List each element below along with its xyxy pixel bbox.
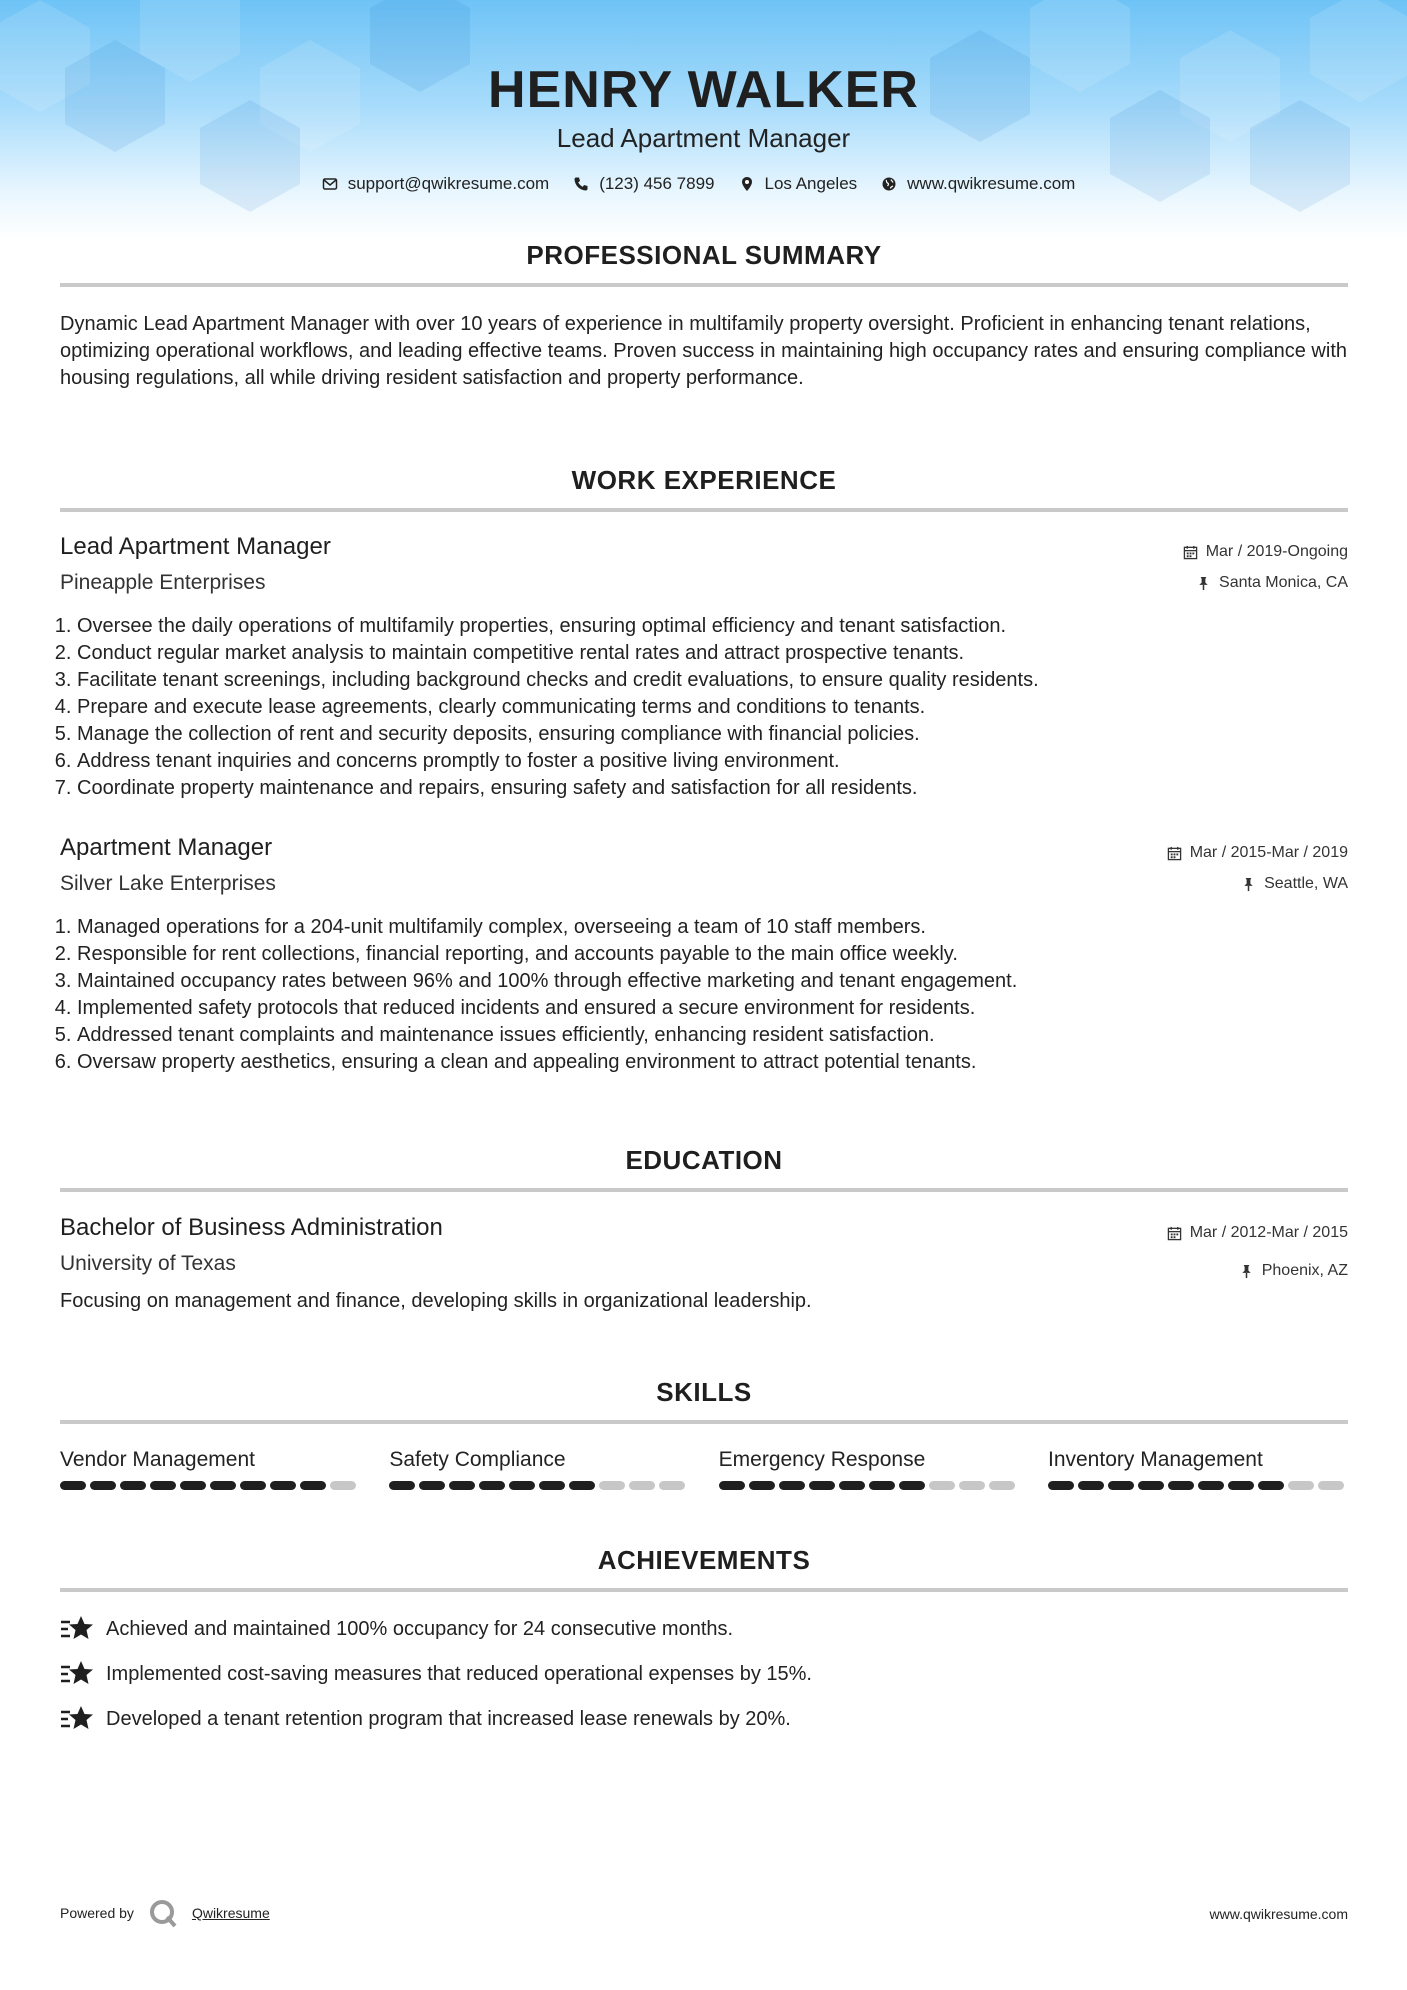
skill-segment-filled: [419, 1481, 445, 1490]
skill-segment-filled: [1258, 1481, 1284, 1490]
pushpin-icon: [1241, 877, 1256, 892]
job-location-text: Seattle, WA: [1264, 875, 1348, 892]
achievement-item: [60, 1659, 1348, 1689]
skill-segment-filled: [270, 1481, 296, 1490]
calendar-icon: [1167, 1226, 1182, 1241]
summary-heading: PROFESSIONAL SUMMARY: [526, 240, 882, 270]
skill-level-bar: [719, 1481, 1019, 1490]
education-heading: EDUCATION: [625, 1145, 783, 1175]
skill-segment-filled: [1168, 1481, 1194, 1490]
list-item: 1. Oversee the daily operations of multifamily properties, ensuring optimal efficiency and tenant satisfaction.: [77, 613, 1039, 640]
skill-segment-empty: [1288, 1481, 1314, 1490]
skill-name: Safety Compliance: [389, 1448, 566, 1471]
skill-segment-filled: [749, 1481, 775, 1490]
list-item: 3. Maintained occupancy rates between 96% and 100% through effective marketing and tenant engagement.: [77, 968, 1017, 995]
education-dates-text: Mar / 2012-Mar / 2015: [1189, 1224, 1348, 1241]
qwikresume-logo-icon: [148, 1898, 178, 1928]
skill-segment-empty: [330, 1481, 356, 1490]
achievements-divider: [60, 1588, 1348, 1592]
job-dates: [1183, 543, 1348, 561]
skill-segment-filled: [479, 1481, 505, 1490]
skills-grid: [60, 1447, 1348, 1490]
job-dates-text: Mar / 2015-Mar / 2019: [1189, 844, 1348, 861]
education-dates: [1167, 1224, 1348, 1242]
skill-segment-filled: [569, 1481, 595, 1490]
list-item: 6. Oversaw property aesthetics, ensuring a clean and appealing environment to attract potential tenants.: [77, 1049, 1017, 1076]
skill-segment-filled: [150, 1481, 176, 1490]
degree-title: Bachelor of Business Administration: [60, 1214, 443, 1241]
list-item: 4. Implemented safety protocols that reduced incidents and ensured a secure environment for residents.: [77, 995, 1017, 1022]
skill-item: [60, 1447, 360, 1490]
achievement-text: Achieved and maintained 100% occupancy for 24 consecutive months.: [106, 1617, 734, 1640]
education-divider: [60, 1188, 1348, 1192]
achievement-text: Developed a tenant retention program that increased lease renewals by 20%.: [106, 1707, 791, 1730]
job-company: Pineapple Enterprises: [60, 571, 266, 594]
skill-level-bar: [60, 1481, 360, 1490]
skill-item: [719, 1447, 1019, 1490]
job-company: Silver Lake Enterprises: [60, 872, 276, 895]
job-dates-text: Mar / 2019-Ongoing: [1205, 543, 1348, 560]
job-title: Lead Apartment Manager: [60, 533, 331, 560]
skill-name: Inventory Management: [1047, 1448, 1263, 1471]
skills-heading: SKILLS: [656, 1377, 752, 1407]
map-pin-icon: [739, 176, 755, 192]
skill-segment-filled: [779, 1481, 805, 1490]
contact-location: [739, 174, 858, 194]
skill-segment-filled: [240, 1481, 266, 1490]
skill-segment-filled: [180, 1481, 206, 1490]
email-text: support@qwikresume.com: [347, 174, 550, 193]
phone-icon: [573, 176, 589, 192]
skill-segment-filled: [389, 1481, 415, 1490]
shooting-star-icon: [60, 1614, 94, 1644]
skill-segment-filled: [90, 1481, 116, 1490]
experience-heading: WORK EXPERIENCE: [571, 465, 837, 495]
skill-segment-filled: [719, 1481, 745, 1490]
calendar-icon: [1183, 545, 1198, 560]
pushpin-icon: [1196, 576, 1211, 591]
website-text: www.qwikresume.com: [907, 174, 1076, 193]
experience-divider: [60, 508, 1348, 512]
skill-name: Emergency Response: [718, 1448, 926, 1471]
job-location: [1196, 574, 1348, 592]
summary-text: Dynamic Lead Apartment Manager with over 10 years of experience in multifamily property oversight. Proficient in enhancing tenant relations, optimizing operational workflows, and leading effective teams. Proven success in maintaining high occupancy rates and ensuring compliance with housing regulations, all while driving resident satisfaction and property performance.: [60, 313, 1348, 389]
skill-segment-empty: [659, 1481, 685, 1490]
skill-name: Vendor Management: [60, 1448, 255, 1471]
skill-segment-filled: [449, 1481, 475, 1490]
job-dates: [1167, 844, 1348, 862]
job-location-text: Santa Monica, CA: [1219, 574, 1348, 591]
powered-by-label: Powered by: [60, 1905, 134, 1921]
achievements-heading: ACHIEVEMENTS: [597, 1545, 811, 1575]
school-name: University of Texas: [60, 1252, 236, 1275]
skill-segment-filled: [1228, 1481, 1254, 1490]
skill-segment-empty: [1318, 1481, 1344, 1490]
achievement-item: [60, 1704, 1348, 1734]
pushpin-icon: [1239, 1264, 1254, 1279]
skill-segment-empty: [629, 1481, 655, 1490]
education-description: Focusing on management and finance, developing skills in organizational leadership.: [60, 1290, 812, 1312]
globe-icon: [881, 176, 897, 192]
achievement-text: Implemented cost-saving measures that reduced operational expenses by 15%.: [106, 1662, 812, 1685]
candidate-role: Lead Apartment Manager: [556, 123, 851, 153]
skill-segment-filled: [1138, 1481, 1164, 1490]
skill-segment-filled: [120, 1481, 146, 1490]
contact-bar: [0, 174, 1407, 194]
envelope-icon: [322, 176, 338, 192]
list-item: 5. Addressed tenant complaints and maintenance issues efficiently, enhancing resident satisfaction.: [77, 1022, 1017, 1049]
skill-level-bar: [1048, 1481, 1348, 1490]
skill-segment-filled: [1198, 1481, 1224, 1490]
list-item: 1. Managed operations for a 204-unit multifamily complex, overseeing a team of 10 staff members.: [77, 914, 1017, 941]
list-item: 2. Conduct regular market analysis to maintain competitive rental rates and attract prospective tenants.: [77, 640, 1039, 667]
job-duties-list: [60, 613, 1039, 802]
skill-segment-filled: [539, 1481, 565, 1490]
contact-email[interactable]: [322, 174, 550, 194]
skill-segment-empty: [989, 1481, 1015, 1490]
skill-level-bar: [389, 1481, 689, 1490]
candidate-name: HENRY WALKER: [488, 61, 919, 119]
skill-segment-filled: [60, 1481, 86, 1490]
list-item: 3. Facilitate tenant screenings, including background checks and credit evaluations, to ensure quality residents.: [77, 667, 1039, 694]
shooting-star-icon: [60, 1704, 94, 1734]
skill-segment-filled: [1048, 1481, 1074, 1490]
skill-segment-filled: [1108, 1481, 1134, 1490]
skills-divider: [60, 1420, 1348, 1424]
education-location-text: Phoenix, AZ: [1261, 1262, 1348, 1279]
shooting-star-icon: [60, 1659, 94, 1689]
list-item: 7. Coordinate property maintenance and repairs, ensuring safety and satisfaction for all residents.: [77, 775, 1039, 802]
skill-segment-filled: [869, 1481, 895, 1490]
resume-header: [0, 0, 1407, 194]
skill-item: [1048, 1447, 1348, 1490]
list-item: 2. Responsible for rent collections, financial reporting, and accounts payable to the main office weekly.: [77, 941, 1017, 968]
skill-segment-filled: [210, 1481, 236, 1490]
phone-text: (123) 456 7899: [599, 174, 715, 193]
location-text: Los Angeles: [764, 174, 858, 193]
skill-segment-empty: [599, 1481, 625, 1490]
education-location: [1239, 1262, 1348, 1280]
list-item: 4. Prepare and execute lease agreements, clearly communicating terms and conditions to tenants.: [77, 694, 1039, 721]
skill-segment-empty: [959, 1481, 985, 1490]
achievement-item: [60, 1614, 1348, 1644]
contact-phone[interactable]: [573, 174, 714, 194]
summary-divider: [60, 283, 1348, 287]
job-title: Apartment Manager: [60, 834, 273, 861]
skill-segment-filled: [1078, 1481, 1104, 1490]
footer-powered-by: [60, 1898, 270, 1928]
job-location: [1241, 875, 1348, 893]
skill-item: [389, 1447, 689, 1490]
job-duties-list: [60, 914, 1017, 1076]
calendar-icon: [1167, 846, 1182, 861]
skill-segment-filled: [300, 1481, 326, 1490]
skill-segment-filled: [809, 1481, 835, 1490]
skill-segment-filled: [899, 1481, 925, 1490]
list-item: 5. Manage the collection of rent and security deposits, ensuring compliance with financial policies.: [77, 721, 1039, 748]
skill-segment-filled: [839, 1481, 865, 1490]
brand-link[interactable]: Qwikresume: [191, 1905, 270, 1921]
footer-website-link[interactable]: www.qwikresume.com: [1209, 1906, 1348, 1922]
list-item: 6. Address tenant inquiries and concerns promptly to foster a positive living environment.: [77, 748, 1039, 775]
skill-segment-empty: [929, 1481, 955, 1490]
skill-segment-filled: [509, 1481, 535, 1490]
contact-website[interactable]: [881, 174, 1075, 194]
